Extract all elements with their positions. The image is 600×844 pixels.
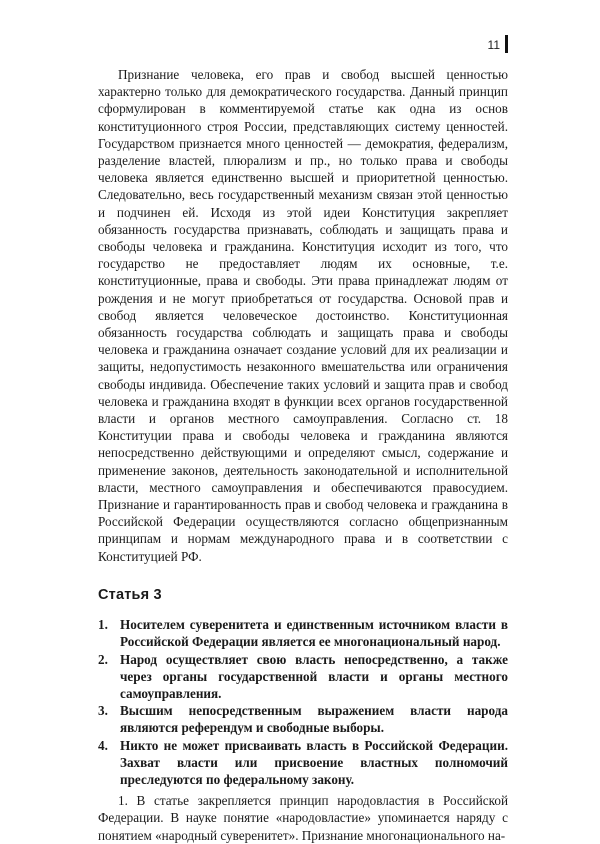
article-clause — [98, 616, 508, 650]
clause-text: Носителем суверенитета и единственным источником власти в Российской Федерации является ее многонациональный народ. — [120, 617, 508, 650]
page-content — [98, 66, 508, 844]
clause-number: 2. — [98, 651, 108, 667]
clause-text: Никто не может присваивать власть в Российской Федерации. Захват власти или присвоение властных полномочий преследуются по федеральному закону. — [120, 737, 508, 787]
commentary-paragraph: 1. В статье закрепляется принцип народовластия в Российской Федерации. В науке понятие «народовластие» упоминается наряду с понятием «народный суверенитет». Признание многонационального на- — [98, 793, 508, 843]
article-clauses — [98, 616, 508, 788]
page-number: 11 — [487, 38, 500, 52]
article-clause — [98, 702, 508, 736]
clause-number: 4. — [98, 737, 108, 753]
clause-number: 3. — [98, 703, 108, 719]
article-clause — [98, 737, 508, 789]
page-number-bar — [505, 35, 508, 53]
clause-text: Высшим непосредственным выражением власти народа являются референдум и свободные выборы. — [120, 703, 508, 736]
body-paragraph: Признание человека, его прав и свобод высшей ценностью характерно только для демократического государства. Данный принцип сформулирован в комментируемой статье как одна из основ конституционного строя России, представляющих систему ценностей. Государством признается много ценностей — демократия, федерализм, разделение властей, плюрализм и пр., но только права и свободы человека является единственно высшей и приоритетной ценностью. Следовательно, весь государственный механизм связан этой ценностью и подчинен ей. Исходя из этой идеи Конституция закрепляет обязанность государства признавать, соблюдать и защищать права и свободы человека и гражданина. Конституция исходит из того, что государство не предоставляет людям их основные, т.е. конституционные, права и свободы. Эти права принадлежат людям от рождения и не могут приобретаться от государства. Основой прав и свобод является человеческое достоинство. Конституционная обязанность государства соблюдать и защищать права и свободы человека и гражданина означает создание условий для их реализации и защиты, недопустимость незаконного вмешательства или ограничения свободы индивида. Обеспечение таких условий и защита прав и свобод человека и гражданина входят в функции всех органов государственной власти и органов местного самоуправления. Согласно ст. 18 Конституции права и свободы человека и гражданина являются непосредственно действующими и определяют смысл, содержание и применение законов, деятельность законодательной и исполнительной власти, местного самоуправления и обеспечиваются правосудием. Признание и гарантированность прав и свобод человека и гражданина в Российской Федерации осуществляются согласно общепризнанным принципам и нормам международного права и в соответствии с Конституцией РФ. — [98, 67, 508, 564]
clause-number: 1. — [98, 617, 108, 633]
clause-text: Народ осуществляет свою власть непосредственно, а также через органы государственной власти и органы местного самоуправления. — [120, 651, 508, 701]
article-clause — [98, 651, 508, 703]
article-title: Статья 3 — [98, 586, 162, 603]
